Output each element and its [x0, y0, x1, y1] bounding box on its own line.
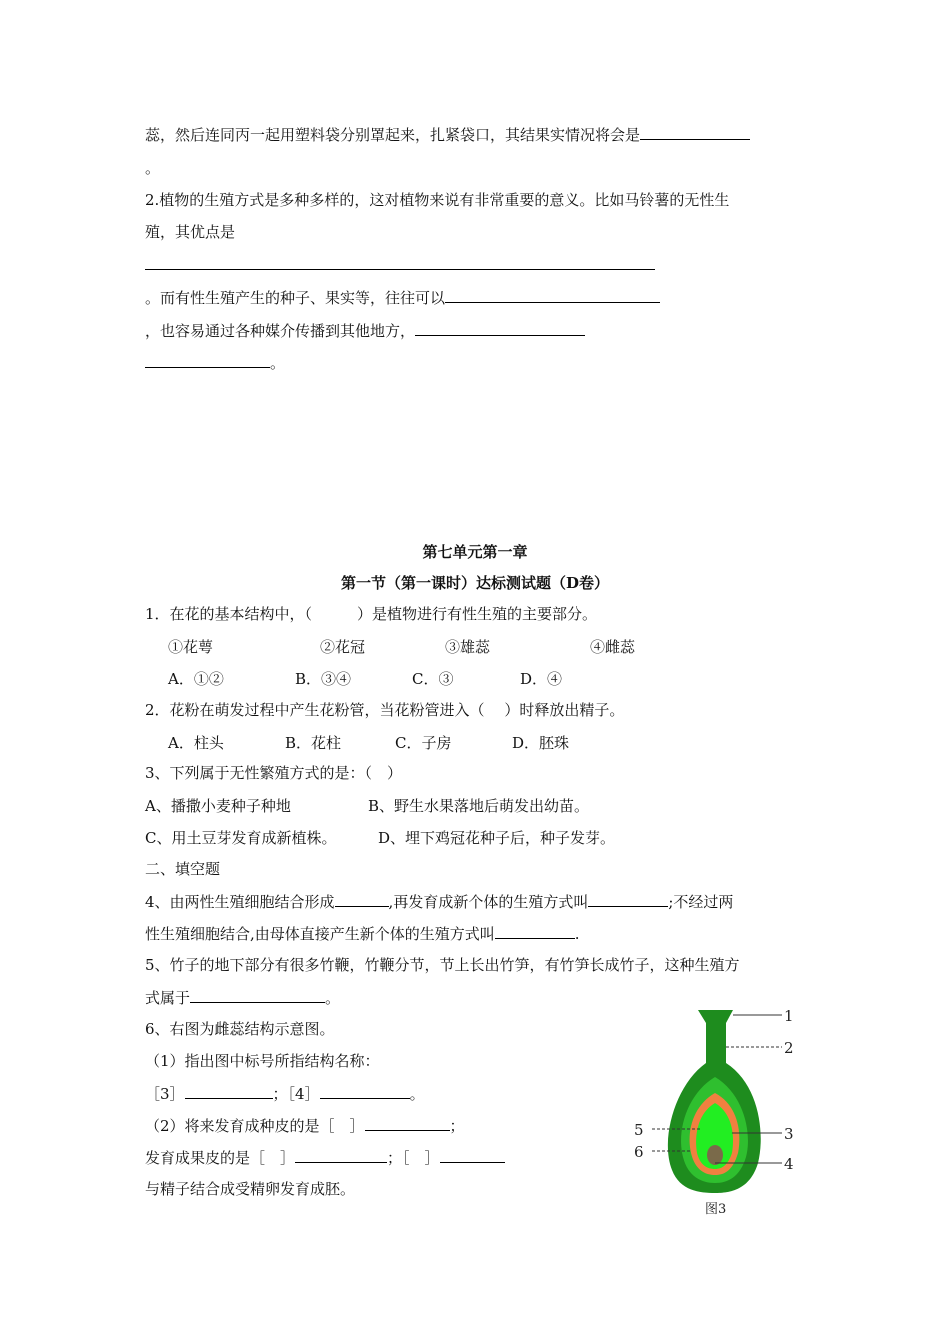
q2-line5 — [145, 320, 585, 341]
q3-choice-d[interactable]: D、埋下鸡冠花种子后，种子发芽。 — [378, 829, 616, 847]
section-heading: 二、填空题 — [145, 860, 221, 878]
q2-choice-a[interactable]: A．柱头 — [168, 734, 224, 752]
figure-label-5: 5 — [634, 1121, 644, 1139]
q3-choice-a[interactable]: A、播撒小麦种子种地 — [145, 797, 291, 815]
answer-blank[interactable] — [145, 352, 270, 368]
text-line — [145, 124, 750, 145]
q2-line2: 殖，其优点是 — [145, 223, 236, 241]
q1-stem: 1．在花的基本结构中，（ ）是植物进行有性生殖的主要部分。 — [145, 605, 598, 623]
q2-text: ，也容易通过各种媒介传播到其他地方， — [145, 322, 416, 340]
figure-label-2: 2 — [784, 1039, 794, 1057]
answer-blank[interactable] — [185, 1083, 273, 1099]
q1-choice-b[interactable]: B．③④ — [295, 670, 352, 688]
q6-text: ［3］ — [145, 1085, 185, 1103]
q1-choice-c[interactable]: C．③ — [412, 670, 454, 688]
q2-line4 — [145, 287, 660, 308]
q1-item: ③雄蕊 — [445, 638, 491, 656]
punctuation: 。 — [145, 159, 161, 177]
q2-text: 。而有性生殖产生的种子、果实等，往往可以 — [145, 289, 446, 307]
figure-label-1: 1 — [784, 1007, 794, 1025]
q6-stem: 6、右图为雌蕊结构示意图。 — [145, 1020, 335, 1038]
q4-text: 性生殖细胞结合,由母体直接产生新个体的生殖方式叫 — [145, 925, 495, 943]
q2-choice-b[interactable]: B．花柱 — [285, 734, 342, 752]
q2-stem: 2．花粉在萌发过程中产生花粉管，当花粉管进入（ ）时释放出精子。 — [145, 701, 625, 719]
q1-item: ①花萼 — [168, 638, 214, 656]
figure-caption: 图3 — [705, 1202, 727, 1217]
q6-part1: （1）指出图中标号所指结构名称： — [145, 1052, 380, 1070]
q1-choice-a[interactable]: A．①② — [168, 670, 224, 688]
q6-text: ；［ ］ — [387, 1149, 440, 1167]
answer-blank[interactable] — [295, 1147, 387, 1163]
q1-item: ④雌蕊 — [590, 638, 636, 656]
figure-label-6: 6 — [634, 1143, 644, 1161]
answer-blank[interactable] — [415, 320, 585, 336]
q5-line1: 5、竹子的地下部分有很多竹鞭，竹鞭分节，节上长出竹笋，有竹笋长成竹子，这种生殖方 — [145, 956, 740, 974]
text-line — [145, 158, 160, 178]
q3-choice-c[interactable]: C、用土豆芽发育成新植株。 — [145, 829, 337, 847]
q6-part1-answers — [145, 1083, 425, 1104]
q6-part4: 与精子结合成受精卵发育成胚。 — [145, 1180, 356, 1198]
q6-text: （2）将来发育成种皮的是［ ］ — [145, 1117, 365, 1135]
q5-text: 。 — [325, 989, 341, 1007]
answer-blank[interactable] — [320, 1083, 410, 1099]
q4-text: 4、由两性生殖细胞结合形成 — [145, 893, 335, 911]
figure-label-4: 4 — [784, 1155, 794, 1173]
answer-blank[interactable] — [588, 891, 668, 907]
q2-choice-d[interactable]: D．胚珠 — [512, 734, 570, 752]
q4-text: . — [574, 925, 580, 943]
q1-choice-d[interactable]: D．④ — [520, 670, 563, 688]
punctuation: 。 — [270, 354, 286, 372]
figure-label-3: 3 — [784, 1125, 794, 1143]
q4-line2 — [145, 923, 580, 944]
pistil-diagram — [620, 1005, 820, 1220]
q4-text: ,再发育成新个体的生殖方式叫 — [388, 893, 589, 911]
q3-stem: 3、下列属于无性繁殖方式的是：（ ） — [145, 764, 403, 782]
q1-item: ②花冠 — [320, 638, 366, 656]
q2-line1: 2.植物的生殖方式是多种多样的，这对植物来说有非常重要的意义。比如马铃薯的无性生 — [145, 191, 730, 209]
section-title: 第一节（第一课时）达标测试题（D卷） — [340, 574, 609, 592]
q6-text: 发育成果皮的是［ ］ — [145, 1149, 296, 1167]
q5-line2 — [145, 987, 340, 1008]
q2-line6 — [145, 352, 285, 373]
q6-text: ；［4］ — [272, 1085, 320, 1103]
q5-text: 式属于 — [145, 989, 191, 1007]
answer-line[interactable] — [145, 254, 655, 275]
q6-part3 — [145, 1147, 505, 1168]
answer-blank[interactable] — [445, 287, 660, 303]
q6-text: ； — [449, 1117, 465, 1135]
q6-part2 — [145, 1115, 465, 1136]
q1-prev-text: 蕊，然后连同丙一起用塑料袋分别罩起来，扎紧袋口，其结果实情况将会是 — [145, 126, 641, 144]
q2-choice-c[interactable]: C．子房 — [395, 734, 452, 752]
answer-blank[interactable] — [335, 891, 389, 907]
egg-cell — [707, 1145, 723, 1165]
answer-blank[interactable] — [440, 1147, 505, 1163]
answer-blank[interactable] — [365, 1115, 450, 1131]
answer-blank[interactable] — [495, 923, 575, 939]
q3-choice-b[interactable]: B、野生水果落地后萌发出幼苗。 — [368, 797, 590, 815]
q4-line1 — [145, 891, 733, 912]
answer-blank[interactable] — [640, 124, 750, 140]
answer-blank[interactable] — [190, 987, 325, 1003]
unit-title: 第七单元第一章 — [422, 543, 528, 561]
q6-text: 。 — [409, 1085, 425, 1103]
q4-text: ;不经过两 — [668, 893, 734, 911]
answer-blank[interactable] — [145, 254, 655, 270]
